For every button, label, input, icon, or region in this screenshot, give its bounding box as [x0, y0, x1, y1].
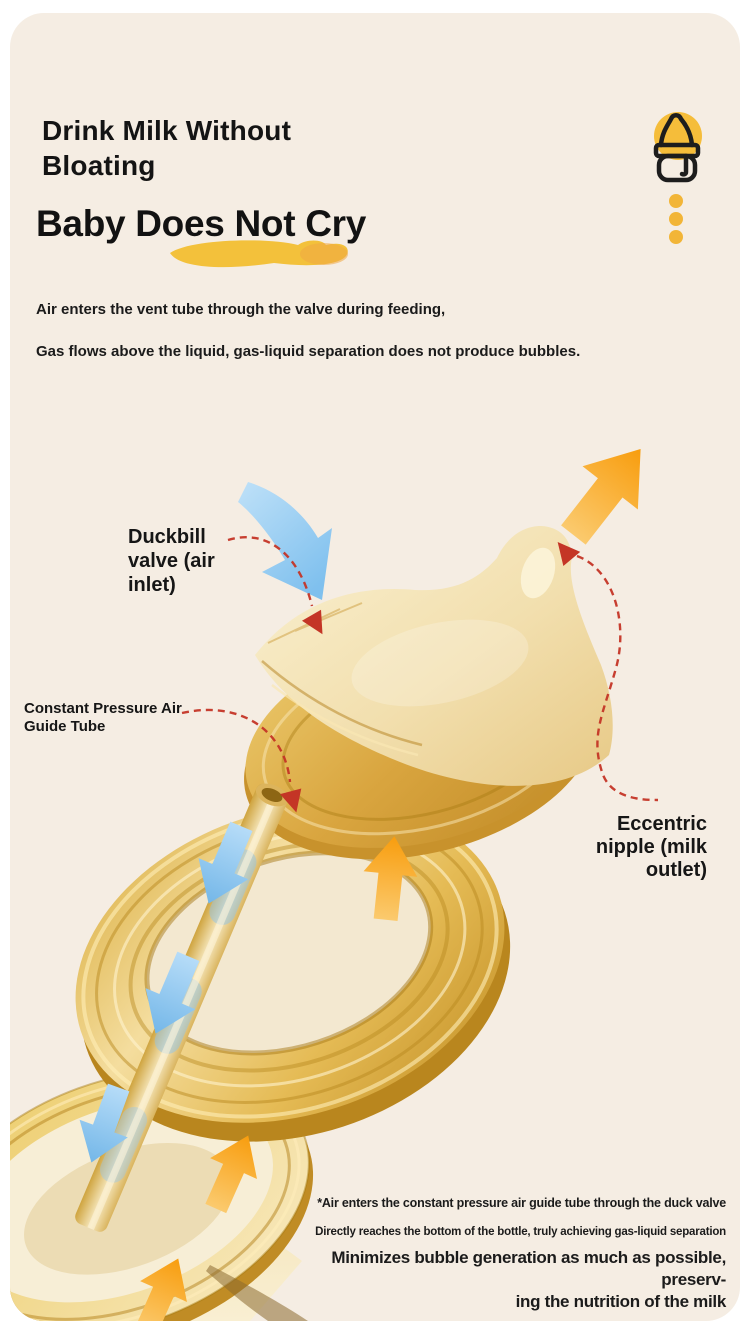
- baby-bottle-icon: [640, 108, 720, 188]
- page-headline: Baby Does Not Cry: [36, 203, 367, 244]
- description-line-2: Gas flows above the liquid, gas-liquid separation does not produce bubbles.: [36, 343, 581, 360]
- page-title-line-2: Bloating: [42, 150, 156, 181]
- description-line-1: Air enters the vent tube through the valve during feeding,: [36, 301, 446, 318]
- label-constant-pressure-tube: Constant Pressure Air Guide Tube: [24, 700, 182, 735]
- dot-icon: [669, 230, 683, 244]
- label-eccentric-nipple: Eccentric nipple (milk outlet): [595, 813, 707, 881]
- air-in-curved-arrow: [238, 482, 332, 600]
- page-title: [42, 113, 402, 183]
- header-icon-column: [640, 108, 720, 258]
- dot-icon: [669, 194, 683, 208]
- footnote-minimizes-bubbles: Minimizes bubble generation as much as possible, preserv- ing the nutrition of the milk: [331, 1248, 726, 1311]
- footnote-reaches-bottom: Directly reaches the bottom of the bottle, truly achieving gas-liquid separation: [315, 1226, 726, 1238]
- page-title-line-1: Drink Milk Without: [42, 115, 292, 146]
- footnote-air-enters: *Air enters the constant pressure air guide tube through the duck valve: [317, 1196, 726, 1210]
- infographic-card: [10, 13, 740, 1321]
- dot-icon: [669, 212, 683, 226]
- label-duckbill-valve: Duckbill valve (air inlet): [128, 526, 215, 596]
